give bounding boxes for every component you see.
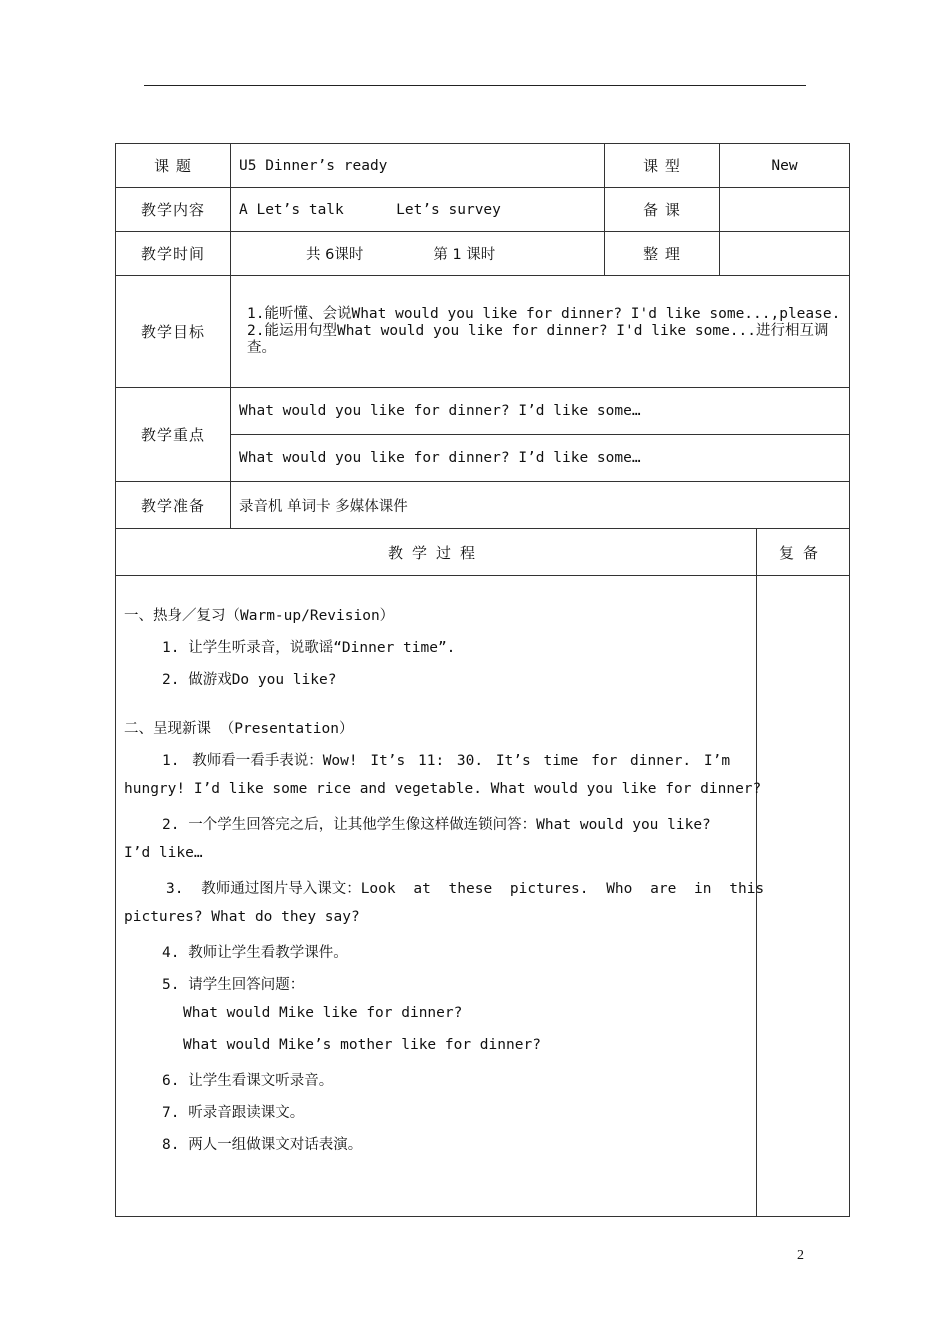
presentation-step-5: 5. 请学生回答问题： bbox=[162, 977, 305, 993]
key-point-2: What would you like for dinner? I’d like some… bbox=[231, 435, 850, 482]
lesson-info-table bbox=[115, 143, 850, 529]
prep-value bbox=[720, 188, 850, 232]
presentation-step-2-cont: I’d like… bbox=[124, 845, 203, 861]
topic-value: U5 Dinner’s ready bbox=[231, 144, 605, 188]
content-label: 教学内容 bbox=[116, 188, 231, 232]
topic-label: 课 题 bbox=[116, 144, 231, 188]
key-point-1: What would you like for dinner? I’d like some… bbox=[231, 388, 850, 435]
header-rule bbox=[144, 85, 806, 86]
presentation-step-4: 4. 教师让学生看教学课件。 bbox=[162, 945, 348, 961]
presentation-step-3: 3. 教师通过图片导入课文：Look at these pictures. Who are in this bbox=[166, 881, 765, 897]
materials-value: 录音机 单词卡 多媒体课件 bbox=[231, 482, 850, 529]
review-column bbox=[757, 576, 850, 1217]
presentation-step-3-cont: pictures? What do they say? bbox=[124, 909, 360, 925]
time-current: 第 1 课时 bbox=[433, 247, 496, 263]
materials-label: 教学准备 bbox=[116, 482, 231, 529]
presentation-step-8: 8. 两人一组做课文对话表演。 bbox=[162, 1137, 363, 1153]
goal-item-2: 2.能运用句型What would you like for dinner? I'd like some...进行相互调查。 bbox=[247, 323, 829, 356]
section-warmup-heading: 一、热身／复习（Warm-up/Revision） bbox=[124, 608, 395, 624]
goal-content bbox=[231, 276, 850, 388]
goal-label: 教学目标 bbox=[116, 276, 231, 388]
section-presentation-heading: 二、呈现新课 （Presentation） bbox=[124, 721, 354, 737]
type-value: New bbox=[720, 144, 850, 188]
goal-item-1: 1.能听懂、会说What would you like for dinner? I'd like some...,please. bbox=[247, 306, 841, 322]
key-label: 教学重点 bbox=[116, 388, 231, 482]
arrange-label: 整 理 bbox=[605, 232, 720, 276]
presentation-step-6: 6. 让学生看课文听录音。 bbox=[162, 1073, 334, 1089]
page-number: 2 bbox=[797, 1248, 804, 1263]
process-header: 教学过程 bbox=[116, 529, 757, 576]
presentation-step-2: 2. 一个学生回答完之后，让其他学生像这样做连锁问答：What would you like? bbox=[162, 817, 711, 833]
prep-label: 备 课 bbox=[605, 188, 720, 232]
presentation-step-1-cont: hungry! I’d like some rice and vegetable. What would you like for dinner? bbox=[124, 781, 762, 797]
time-label: 教学时间 bbox=[116, 232, 231, 276]
review-header: 复备 bbox=[757, 529, 850, 576]
warmup-step-2: 2. 做游戏Do you like? bbox=[162, 672, 337, 688]
arrange-value bbox=[720, 232, 850, 276]
type-label: 课 型 bbox=[605, 144, 720, 188]
presentation-step-7: 7. 听录音跟读课文。 bbox=[162, 1105, 305, 1121]
process-body bbox=[116, 576, 765, 1217]
time-value bbox=[231, 232, 605, 276]
time-total: 共 6课时 bbox=[306, 247, 364, 263]
presentation-step-1: 1. 教师看一看手表说：Wow! It’s 11: 30. It’s time for dinner. I’m bbox=[162, 753, 731, 769]
teaching-process-table bbox=[115, 528, 850, 1217]
question-2: What would Mike’s mother like for dinner? bbox=[183, 1037, 541, 1053]
content-value: A Let’s talk Let’s survey bbox=[231, 188, 605, 232]
warmup-step-1: 1. 让学生听录音，说歌谣“Dinner time”. bbox=[162, 640, 456, 656]
question-1: What would Mike like for dinner? bbox=[183, 1005, 463, 1021]
